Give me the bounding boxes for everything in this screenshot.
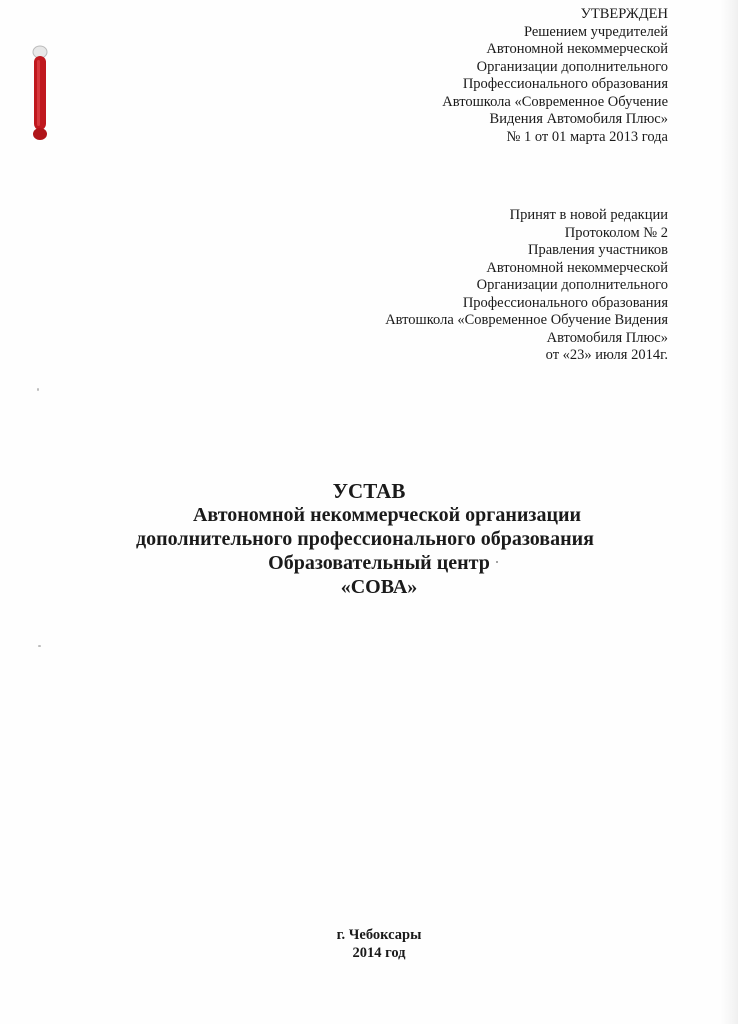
adoption-line: Автономной некоммерческой	[486, 259, 668, 276]
adoption-line: Правления участников	[528, 242, 668, 258]
approval-line: УТВЕРЖДЕН	[580, 6, 668, 22]
approval-line: Организации дополнительного	[476, 58, 668, 75]
organization-name-line: Автономной некоммерческой организации	[192, 504, 582, 526]
approval-line: № 1 от 01 марта 2013 года	[506, 128, 668, 145]
organization-name-line: Образовательный центр	[268, 552, 490, 574]
approval-stamp-block	[442, 6, 668, 146]
adoption-line: Протоколом № 2	[564, 224, 668, 241]
document-title-block	[0, 479, 738, 599]
organization-short-name: «СОВА»	[340, 576, 418, 598]
approval-line: Видения Автомобиля Плюс»	[489, 111, 668, 127]
adoption-line: Автошкола «Современное Обучение Видения	[385, 312, 668, 328]
adoption-line: Автомобиля Плюс»	[546, 329, 668, 346]
scan-speck	[37, 388, 39, 391]
approval-line: Решением учредителей	[523, 23, 668, 40]
organization-name-line: дополнительного профессионального образования	[136, 528, 594, 550]
adoption-line: Организации дополнительного	[476, 277, 668, 293]
adoption-line: Принят в новой редакции	[509, 207, 668, 223]
approval-line: Автономной некоммерческой	[486, 41, 668, 57]
adoption-line: от «23» июля 2014г.	[545, 347, 668, 363]
footer-year: 2014 год	[352, 945, 406, 961]
adoption-line: Профессионального образования	[462, 294, 668, 311]
scan-speck	[38, 645, 41, 647]
approval-line: Автошкола «Современное Обучение	[442, 93, 668, 110]
red-paper-clip	[30, 44, 50, 144]
approval-line: Профессионального образования	[462, 76, 668, 92]
adoption-stamp-block	[385, 207, 668, 365]
document-heading: УСТАВ	[332, 479, 406, 503]
document-footer	[0, 926, 738, 962]
footer-city: г. Чебоксары	[336, 927, 422, 943]
scan-speck	[496, 561, 498, 563]
